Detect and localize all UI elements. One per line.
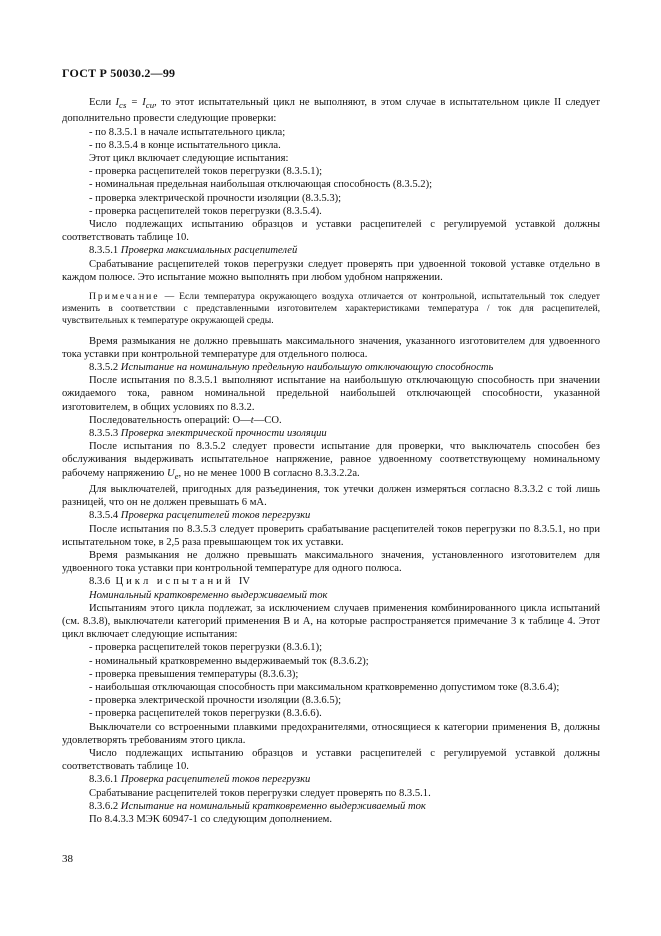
section-title: Цикл испытаний (115, 576, 234, 588)
section-subtitle: Номинальный кратковременно выдерживаемый ток (89, 589, 328, 601)
section-title: Проверка расцепителей токов перегрузки (120, 774, 311, 786)
section-number: 8.3.6.1 (89, 774, 119, 786)
list-item: - по 8.3.5.4 в конце испытательного цикла. (89, 139, 281, 151)
section-title: Испытание на номинальный кратковременно выдерживаемый ток (120, 800, 426, 812)
paragraph: Число подлежащих испытанию образцов и уставки расцепителей с регулируемой уставкой должны соответствовать таблице 10. (62, 747, 600, 773)
body-text (62, 96, 600, 826)
paragraph: Для выключателей, пригодных для разъединения, ток утечки должен измеряться согласно 8.3.3.2 с той лишь разницей, что он не должен превышать 6 мА. (62, 483, 600, 509)
list-item: - по 8.3.5.1 в начале испытательного цикла; (89, 126, 286, 138)
note (62, 291, 600, 328)
paragraph: Срабатывание расцепителей токов перегрузки следует проверять при удвоенной токовой уставке отдельно в каждом полюсе. Это испытание можно выполнять при любом удобном напряжении. (62, 258, 600, 283)
section-title: Испытание на номинальную предельную наибольшую отключающую способность (120, 361, 494, 373)
section-heading (62, 509, 600, 522)
section-heading (62, 427, 600, 440)
section-number: 8.3.5.2 (89, 361, 119, 373)
paragraph: По 8.4.3.3 МЭК 60947-1 со следующим дополнением. (89, 813, 333, 825)
formula: $U_e$ (166, 467, 179, 481)
paragraph: Испытаниям этого цикла подлежат, за исключением случаев применения комбинированного цикла испытаний (см. 8.3.8), выключатели категорий применения В и А, на которые распространяется примечание 3 к таблице 4. Этот цикл включает следующие испытания: (62, 602, 600, 641)
section-title: Проверка электрической прочности изоляции (120, 427, 327, 439)
paragraph: Если $I_{cs} = I_{cu}$, то этот испытательный цикл не выполняют, в этом случае в испытательном цикле II следует дополнительно провести следующие проверки: (62, 97, 600, 125)
list-item: - проверка превышения температуры (8.3.6.3); (89, 668, 299, 680)
section-number: 8.3.6 (89, 576, 111, 588)
paragraph: Последовательность операций: O—t—CO. (89, 414, 282, 426)
cycle-number: IV (238, 576, 250, 588)
section-number: 8.3.5.1 (89, 245, 119, 257)
list-item: - проверка электрической прочности изоляции (8.3.6.5); (89, 695, 342, 707)
note-text: — Если температура окружающего воздуха отличается от контрольной, испытательный ток следует изменить в соответствии с представленными изготовителем характеристиками температура / ток для расцепителей, чувствительных к температуре окружающей среды. (62, 290, 600, 327)
paragraph: Время размыкания не должно превышать максимального значения, установленного изготовителем для удвоенного тока уставки при контрольной температуре для одного полюса. (62, 549, 600, 575)
formula: $I_{cs} = I_{cu}$ (115, 97, 155, 111)
section-number: 8.3.5.4 (89, 510, 119, 522)
paragraph: Срабатывание расцепителей токов перегрузки следует проверять по 8.3.5.1. (89, 787, 431, 799)
section-number: 8.3.6.2 (89, 800, 119, 812)
list-item: - проверка электрической прочности изоляции (8.3.5.3); (89, 192, 342, 204)
paragraph: После испытания по 8.3.5.3 следует проверить срабатывание расцепителей токов перегрузки по 8.3.5.1, но при испытательном токе, в 2,5 раза превышающем ток их уставки. (62, 523, 600, 548)
list-item: - номинальный кратковременно выдерживаемый ток (8.3.6.2); (89, 655, 369, 667)
section-heading (62, 773, 600, 786)
note-label: Примечание (89, 290, 160, 302)
paragraph: После испытания по 8.3.5.2 следует провести испытание для проверки, что выключатель способен без обслуживания выдерживать испытательное напряжение, равное удвоенному соответствующему номинальному рабочему напряжению $U_e$, но не менее 1000 В согласно 8.3.3.2.2а. (62, 441, 600, 481)
paragraph: Выключатели со встроенными плавкими предохранителями, относящиеся к категории применения В, должны удовлетворять требованиям этого цикла. (62, 721, 600, 746)
standard-header: ГОСТ Р 50030.2—99 (62, 66, 176, 80)
paragraph: Число подлежащих испытанию образцов и уставки расцепителей с регулируемой уставкой должны соответствовать таблице 10. (62, 218, 600, 244)
list-item: - номинальная предельная наибольшая отключающая способность (8.3.5.2); (89, 179, 433, 191)
section-heading (62, 244, 600, 257)
section-title: Проверка максимальных расцепителей (120, 245, 298, 257)
paragraph: После испытания по 8.3.5.1 выполняют испытание на наибольшую отключающую способность при значении ожидаемого тока, равном номинальной предельной наибольшей отключающей способности, указанной изготовителем, в общих условиях по 8.3.2. (62, 375, 600, 413)
list-item: - проверка расцепителей токов перегрузки (8.3.6.6). (89, 708, 322, 720)
list-item: - проверка расцепителей токов перегрузки (8.3.5.1); (89, 166, 323, 178)
paragraph: Этот цикл включает следующие испытания: (89, 152, 289, 164)
section-heading (62, 361, 600, 374)
list-item: - проверка расцепителей токов перегрузки (8.3.6.1); (89, 642, 323, 654)
section-heading (62, 800, 600, 813)
list-item: - проверка расцепителей токов перегрузки (8.3.5.4). (89, 205, 322, 217)
section-title: Проверка расцепителей токов перегрузки (120, 510, 311, 522)
page-number: 38 (62, 853, 73, 865)
section-heading (62, 575, 600, 588)
paragraph: Время размыкания не должно превышать максимального значения, указанного изготовителем для удвоенного тока уставки при контрольной температуре для отдельного полюса. (62, 335, 600, 360)
list-item: - наибольшая отключающая способность при максимальном кратковременно допустимом токе (8.3.6.4); (89, 681, 560, 693)
section-number: 8.3.5.3 (89, 427, 119, 439)
